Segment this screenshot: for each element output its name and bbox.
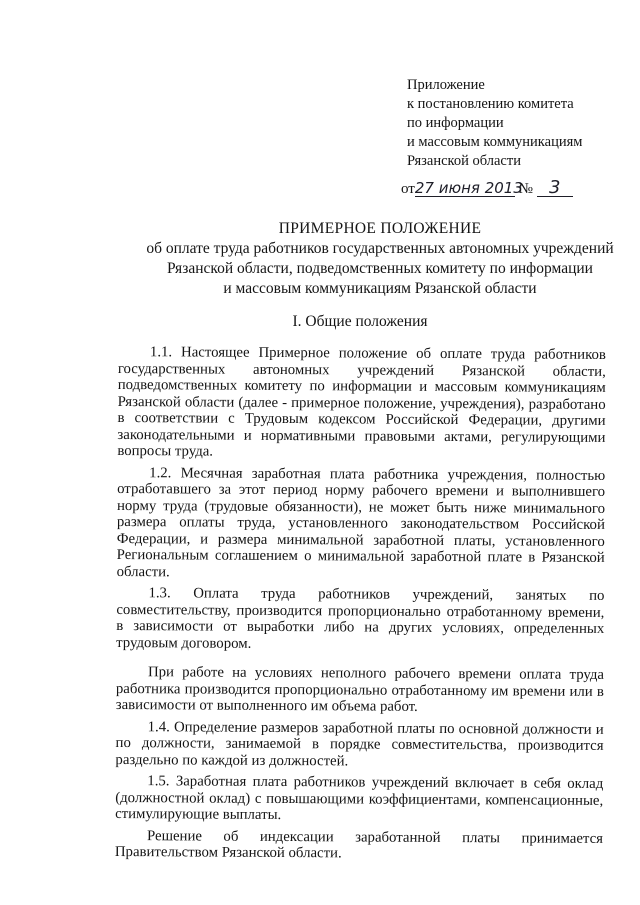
title-line: об оплате труда работников государственных автономных учреждений: [146, 240, 614, 257]
decree-date-number: [401, 177, 573, 198]
title-main: ПРИМЕРНОЕ ПОЛОЖЕНИЕ: [278, 220, 482, 237]
paragraph-part-time: При работе на условиях неполного рабочего времени оплата труда работника производится пропорционально отработанному им времени или в зависимости от выполненного им объема работ.: [115, 664, 605, 715]
appendix-block: [407, 76, 582, 171]
title-line: и массовым коммуникациям Рязанской области: [223, 280, 537, 297]
number-sign: №: [518, 181, 533, 197]
appendix-line: Приложение: [407, 77, 485, 93]
appendix-line: по информации: [407, 115, 504, 131]
document-title: [130, 219, 630, 299]
paragraph-1-3: 1.3. Оплата труда работников учреждений, занятых по совместительству, производится пропорционально отработанному времени, в зависимости от выработки либо на других условиях, определенных трудовым договором.: [116, 585, 605, 652]
paragraph-indexation: Решение об индексации заработанной платы принимается Правительством Рязанской области.: [114, 827, 604, 862]
appendix-line: к постановлению комитета: [407, 96, 574, 112]
handwritten-number: 3: [537, 180, 573, 197]
paragraph-1-4: 1.4. Определение размеров заработной платы по основной должности и по должности, занимаемой в порядке совместительства, производится раздельно по каждой из должностей.: [115, 718, 604, 769]
appendix-line: и массовым коммуникациям: [407, 134, 583, 150]
section-heading: I. Общие положения: [292, 313, 428, 330]
paragraph-1-1: 1.1. Настоящее Примерное положение об оплате труда работников государственных автономных учреждений Рязанской области, подведомственных комитету по информации и массовым коммуникациям Рязанской области (далее - примерное положение, учреждения), разработано в соответствии с Трудовым кодексом Российской Федерации, другими законодательными и нормативными правовыми актами, регулирующими вопросы труда.: [117, 344, 606, 460]
handwritten-date: 27 июня 2013: [414, 179, 523, 197]
from-label: от: [401, 181, 415, 197]
document-body: [115, 344, 606, 868]
paragraph-1-2: 1.2. Месячная заработная плата работника учреждения, полностью отработавшего за этот период норму рабочего времени и выполнившего норму труда (трудовые обязанности), не может быть ниже минимального размера оплаты труда, установленного законодательством Российской Федерации, и размера минимальной заработной платы, установленного Региональным соглашением о минимальной заработной плате в Рязанской области.: [116, 464, 606, 580]
appendix-line: Рязанской области: [407, 153, 521, 169]
title-line: Рязанской области, подведомственных комитету по информации: [167, 260, 593, 277]
paragraph-1-5: 1.5. Заработная плата работников учреждений включает в себя оклад (должностной оклад) с повышающими коэффициентами, компенсационные, стимулирующие выплаты.: [115, 773, 604, 824]
